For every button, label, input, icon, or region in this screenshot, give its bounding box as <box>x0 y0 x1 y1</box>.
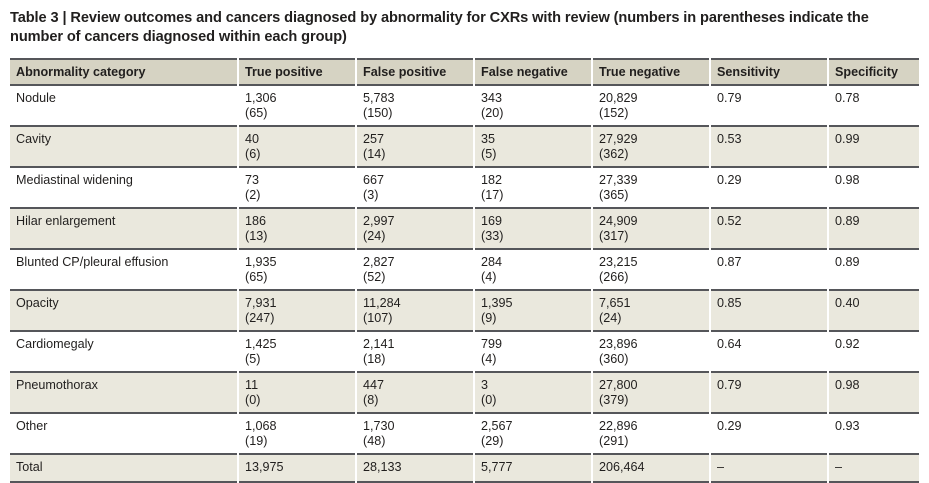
cancers-count: (317) <box>599 229 629 243</box>
col-header-sensitivity: Sensitivity <box>711 58 827 86</box>
table-row-other <box>10 414 919 455</box>
cancers-count: (360) <box>599 352 629 366</box>
cancers-count: (13) <box>245 229 268 243</box>
cancers-count: (8) <box>363 393 379 407</box>
cell-sensitivity: 0.29 <box>711 168 827 209</box>
header-row <box>10 58 919 86</box>
cancers-count: (5) <box>481 147 497 161</box>
cancers-count: (3) <box>363 188 379 202</box>
col-header-true-positive: True positive <box>239 58 355 86</box>
cell-sensitivity: 0.29 <box>711 414 827 455</box>
cell-true-negative: 7,651 (24) <box>593 291 709 332</box>
cell-false-negative: 1,395 (9) <box>475 291 591 332</box>
cancers-count: (0) <box>481 393 497 407</box>
cell-specificity: 0.78 <box>829 86 919 127</box>
table-row-opacity <box>10 291 919 332</box>
col-header-false-positive: False positive <box>357 58 473 86</box>
cancers-count: (65) <box>245 106 268 120</box>
cell-specificity: 0.89 <box>829 250 919 291</box>
cell-category: Opacity <box>10 291 237 332</box>
table-row-pneumothorax <box>10 373 919 414</box>
cell-true-positive: 13,975 <box>239 455 355 483</box>
cell-specificity: 0.98 <box>829 373 919 414</box>
table-row-cardiomegaly <box>10 332 919 373</box>
cell-true-negative: 24,909 (317) <box>593 209 709 250</box>
table-row-cavity <box>10 127 919 168</box>
cell-true-positive: 1,306 (65) <box>239 86 355 127</box>
cell-false-positive: 447 (8) <box>357 373 473 414</box>
cancers-count: (150) <box>363 106 393 120</box>
cancers-count: (291) <box>599 434 629 448</box>
cell-category: Pneumothorax <box>10 373 237 414</box>
cell-specificity: – <box>829 455 919 483</box>
cancers-count: (152) <box>599 106 629 120</box>
table-row-blunted-cp-pleural-effusion <box>10 250 919 291</box>
cancers-count: (29) <box>481 434 504 448</box>
cancers-count: (19) <box>245 434 268 448</box>
cell-sensitivity: 0.64 <box>711 332 827 373</box>
cell-false-positive: 28,133 <box>357 455 473 483</box>
cell-false-negative: 169 (33) <box>475 209 591 250</box>
cell-false-negative: 799 (4) <box>475 332 591 373</box>
cancers-count: (33) <box>481 229 504 243</box>
col-header-abnormality-category: Abnormality category <box>10 58 237 86</box>
cell-true-negative: 27,929 (362) <box>593 127 709 168</box>
cell-true-positive: 40 (6) <box>239 127 355 168</box>
cell-specificity: 0.40 <box>829 291 919 332</box>
cell-false-positive: 1,730 (48) <box>357 414 473 455</box>
cancers-count: (65) <box>245 270 268 284</box>
cell-sensitivity: 0.87 <box>711 250 827 291</box>
table-body <box>10 86 919 483</box>
cell-category: Nodule <box>10 86 237 127</box>
cancers-count: (14) <box>363 147 386 161</box>
col-header-true-negative: True negative <box>593 58 709 86</box>
cancers-count: (18) <box>363 352 386 366</box>
table-row-mediastinal-widening <box>10 168 919 209</box>
cell-sensitivity: 0.53 <box>711 127 827 168</box>
cancers-count: (17) <box>481 188 504 202</box>
cell-true-positive: 73 (2) <box>239 168 355 209</box>
cell-false-negative: 3 (0) <box>475 373 591 414</box>
table-row-hilar-enlargement <box>10 209 919 250</box>
cell-sensitivity: 0.85 <box>711 291 827 332</box>
cell-false-negative: 35 (5) <box>475 127 591 168</box>
cell-true-negative: 23,896 (360) <box>593 332 709 373</box>
cell-true-positive: 186 (13) <box>239 209 355 250</box>
cancers-count: (4) <box>481 270 497 284</box>
cell-sensitivity: 0.79 <box>711 86 827 127</box>
cell-category: Other <box>10 414 237 455</box>
cell-false-positive: 667 (3) <box>357 168 473 209</box>
cancers-count: (2) <box>245 188 261 202</box>
cell-false-positive: 2,827 (52) <box>357 250 473 291</box>
cell-false-positive: 257 (14) <box>357 127 473 168</box>
cell-true-positive: 1,068 (19) <box>239 414 355 455</box>
cell-false-negative: 2,567 (29) <box>475 414 591 455</box>
col-header-false-negative: False negative <box>475 58 591 86</box>
cell-true-negative: 206,464 <box>593 455 709 483</box>
table-row-total <box>10 455 919 483</box>
cancers-count: (24) <box>599 311 622 325</box>
cell-specificity: 0.98 <box>829 168 919 209</box>
cancers-count: (5) <box>245 352 261 366</box>
cell-category: Cardiomegaly <box>10 332 237 373</box>
cell-false-positive: 2,141 (18) <box>357 332 473 373</box>
cell-false-negative: 343 (20) <box>475 86 591 127</box>
cell-true-negative: 22,896 (291) <box>593 414 709 455</box>
cell-false-negative: 182 (17) <box>475 168 591 209</box>
cell-sensitivity: – <box>711 455 827 483</box>
table-header <box>10 58 919 86</box>
cell-true-negative: 20,829 (152) <box>593 86 709 127</box>
cancers-count: (247) <box>245 311 275 325</box>
cell-false-negative: 284 (4) <box>475 250 591 291</box>
cell-specificity: 0.99 <box>829 127 919 168</box>
cell-true-positive: 1,935 (65) <box>239 250 355 291</box>
cancers-count: (9) <box>481 311 497 325</box>
cell-specificity: 0.93 <box>829 414 919 455</box>
cell-category: Blunted CP/pleural effusion <box>10 250 237 291</box>
cell-false-negative: 5,777 <box>475 455 591 483</box>
cell-true-negative: 27,800 (379) <box>593 373 709 414</box>
cancers-count: (365) <box>599 188 629 202</box>
table-title: Table 3 | Review outcomes and cancers diagnosed by abnormality for CXRs with review (numbers in parentheses indicate the number of cancers diagnosed within each group) <box>10 10 869 45</box>
cell-false-positive: 11,284 (107) <box>357 291 473 332</box>
cancers-count: (48) <box>363 434 386 448</box>
cell-true-positive: 1,425 (5) <box>239 332 355 373</box>
cell-false-positive: 2,997 (24) <box>357 209 473 250</box>
cell-category: Total <box>10 455 237 483</box>
cell-sensitivity: 0.79 <box>711 373 827 414</box>
cancers-count: (362) <box>599 147 629 161</box>
cell-category: Hilar enlargement <box>10 209 237 250</box>
table-row-nodule <box>10 86 919 127</box>
cell-false-positive: 5,783 (150) <box>357 86 473 127</box>
cancers-count: (6) <box>245 147 261 161</box>
cancers-count: (24) <box>363 229 386 243</box>
cell-category: Cavity <box>10 127 237 168</box>
cell-sensitivity: 0.52 <box>711 209 827 250</box>
cancers-count: (379) <box>599 393 629 407</box>
col-header-specificity: Specificity <box>829 58 919 86</box>
cell-specificity: 0.89 <box>829 209 919 250</box>
cancers-count: (107) <box>363 311 393 325</box>
cell-category: Mediastinal widening <box>10 168 237 209</box>
cell-true-positive: 11 (0) <box>239 373 355 414</box>
cancers-count: (20) <box>481 106 504 120</box>
cancers-count: (52) <box>363 270 386 284</box>
cancers-count: (266) <box>599 270 629 284</box>
cell-specificity: 0.92 <box>829 332 919 373</box>
review-outcomes-table <box>8 58 921 483</box>
cancers-count: (0) <box>245 393 261 407</box>
cancers-count: (4) <box>481 352 497 366</box>
cell-true-negative: 27,339 (365) <box>593 168 709 209</box>
cell-true-positive: 7,931 (247) <box>239 291 355 332</box>
cell-true-negative: 23,215 (266) <box>593 250 709 291</box>
